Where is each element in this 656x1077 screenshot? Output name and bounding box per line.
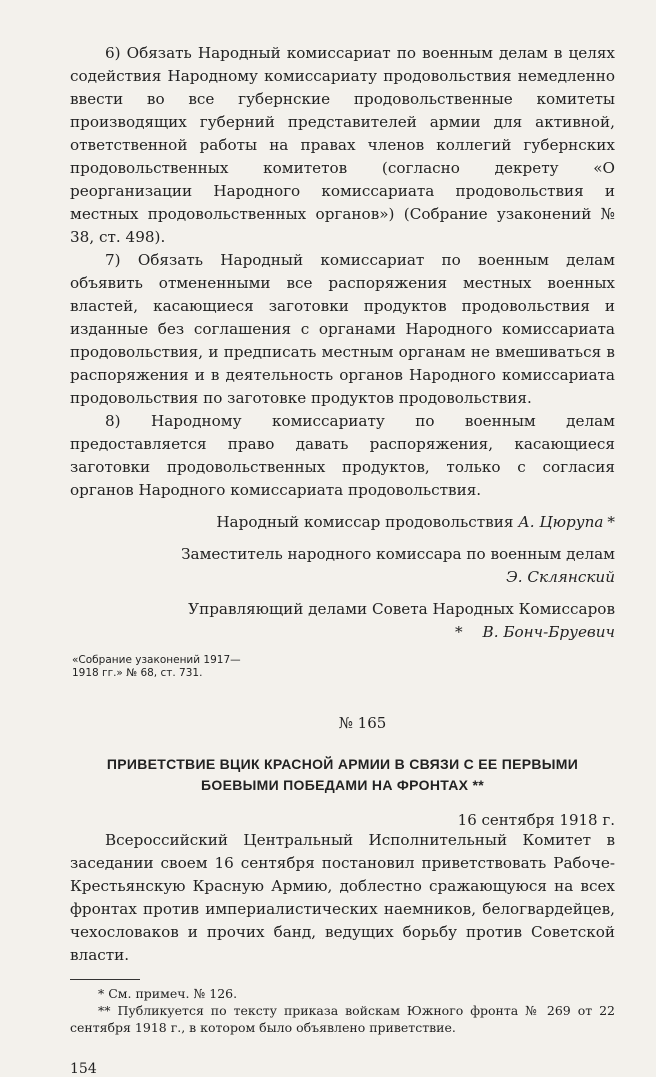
signature-1	[70, 511, 615, 534]
document-title-line-1: ПРИВЕТСТВИЕ ВЦИК КРАСНОЙ АРМИИ В СВЯЗИ С ЕЕ ПЕРВЫМИ	[106, 756, 579, 772]
document-title	[70, 754, 615, 796]
paragraph-7: 7) Обязать Народный комиссариат по военным делам объявить отмененными все распоряжения местных военных властей, касающиеся заготовки продуктов продовольствия и изданные без соглашения с органами Народного комиссариата продовольствия, и предписать местным органам не вмешиваться в распоряжения и в деятельность органов Народного комиссариата продовольствия по заготовке продуктов продовольствия.	[70, 251, 615, 407]
document-body: Всероссийский Центральный Исполнительный Комитет в заседании своем 16 сентября постановил приветствовать Рабоче-Крестьянскую Красную Армию, доблестно сражающуюся на всех фронтах против империалистических наемников, белогвардейцев, чехословаков и прочих банд, ведущих борьбу против Советской власти.	[70, 831, 615, 964]
signature-3-mark: *	[454, 623, 463, 641]
signature-3-name-line	[70, 621, 615, 644]
signature-2-name: Э. Склянский	[506, 568, 615, 586]
signature-1-mark: *	[607, 513, 615, 531]
source-line-1: «Собрание узаконений 1917—	[72, 654, 241, 666]
document-date: 16 сентября 1918 г.	[457, 811, 615, 829]
source-citation	[72, 654, 615, 680]
paragraph-8: 8) Народному комиссариату по военным делам предоставляется право давать распоряжения, касающиеся заготовки продовольственных продуктов, только с согласия органов Народного комиссариата продовольствия.	[70, 412, 615, 499]
footnote-2: ** Публикуется по тексту приказа войскам Южного фронта № 269 от 22 сентября 1918 г., в котором было объявлено приветствие.	[70, 1003, 615, 1035]
document-title-mark: **	[472, 777, 484, 793]
signature-1-name: А. Цюрупа	[518, 513, 604, 531]
footnote-divider	[70, 979, 140, 980]
paragraph-6: 6) Обязать Народный комиссариат по военным делам в целях содействия Народному комиссариату продовольствия немедленно ввести во все губернские продовольственные комитеты производящих губерний представителей армии для активной, ответственной работы на правах членов коллегий губернских продовольственных комитетов (согласно декрету «О реорганизации Народного комиссариата продовольствия и местных продовольственных органов») (Собрание узаконений № 38, ст. 498).	[70, 44, 615, 246]
footnotes	[70, 985, 615, 1036]
footnote-1: * См. примеч. № 126.	[98, 986, 238, 1001]
document-number: № 165	[338, 714, 387, 732]
page-number: 154	[70, 1061, 97, 1077]
document-page	[70, 42, 615, 1077]
signature-3-title: Управляющий делами Совета Народных Комиссаров	[188, 600, 615, 618]
signature-2-title: Заместитель народного комиссара по военным делам	[181, 545, 615, 563]
signature-3-name: В. Бонч-Бруевич	[482, 623, 615, 641]
document-title-line-2: БОЕВЫМИ ПОБЕДАМИ НА ФРОНТАХ	[201, 777, 469, 793]
source-line-2: 1918 гг.» № 68, ст. 731.	[72, 667, 203, 679]
signature-1-title: Народный комиссар продовольствия	[216, 513, 514, 531]
signatures	[70, 511, 615, 644]
